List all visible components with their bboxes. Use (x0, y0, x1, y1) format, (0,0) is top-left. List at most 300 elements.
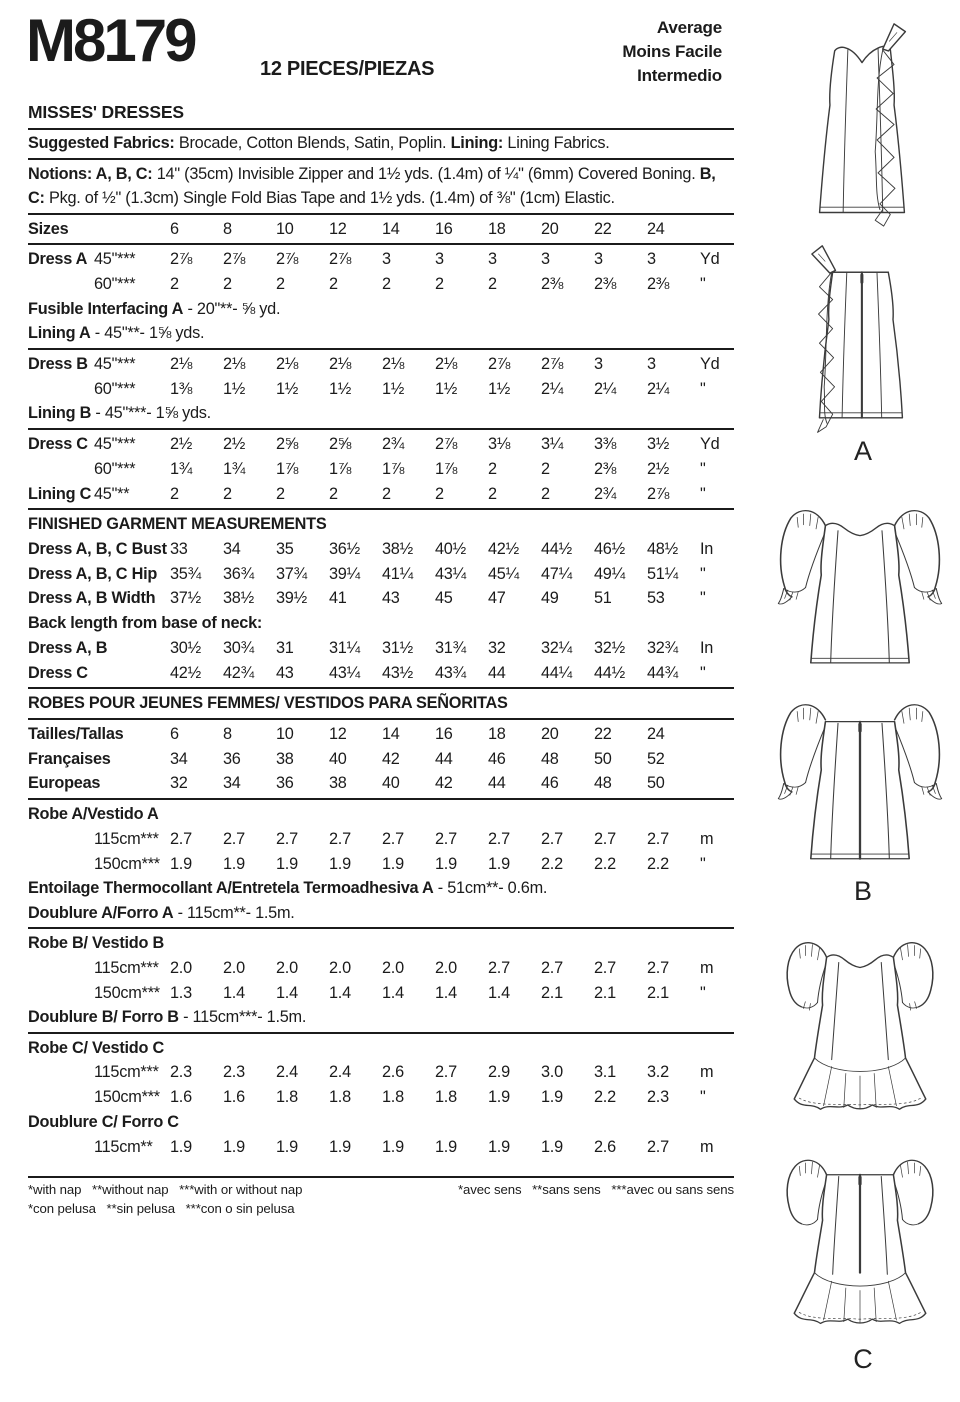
section-divider (28, 718, 734, 720)
value-cell: 2.2 (541, 854, 563, 873)
text-segment: Doublure C/ Forro C (28, 1113, 179, 1132)
back-length-ab-row (28, 636, 734, 661)
section-divider (28, 1176, 734, 1178)
value-cell: 1½ (329, 379, 352, 398)
row-width-label: 45"** (94, 484, 130, 503)
value-cell: 2.0 (382, 958, 404, 977)
value-cell: 2⅛ (170, 354, 193, 373)
value-cell: 47 (488, 589, 506, 608)
value-cell: 34 (170, 749, 188, 768)
width-row (28, 586, 734, 611)
view-a-label: A (853, 436, 872, 466)
value-cell: 2⅛ (329, 354, 352, 373)
value-cell: 32¾ (647, 638, 678, 657)
value-cell: 2 (435, 275, 444, 294)
value-cell: 2¾ (594, 484, 617, 503)
doublure-c-heading (28, 1110, 734, 1135)
value-cell: 2.2 (594, 854, 616, 873)
value-cell: 2.1 (647, 983, 669, 1002)
value-cell: 2.2 (594, 1088, 616, 1107)
value-cell: 46 (541, 774, 559, 793)
back-length-heading (28, 611, 734, 636)
row-label (28, 956, 94, 981)
value-cell: 45¼ (488, 564, 519, 583)
value-cell: 12 (329, 219, 347, 238)
unit-cell (700, 747, 734, 772)
dress-b-45-row (28, 352, 734, 377)
row-label: Dress A, B (28, 638, 108, 657)
value-cell: 22 (594, 219, 612, 238)
lining-b-line (28, 401, 734, 426)
value-cell: 2.3 (647, 1088, 669, 1107)
value-cell: 31¾ (435, 638, 466, 657)
value-cell: 2⅞ (488, 354, 511, 373)
value-cell: 2.7 (488, 958, 510, 977)
value-cell: 2⅜ (594, 459, 617, 478)
value-cell: 49 (541, 589, 559, 608)
value-cell: 2.0 (435, 958, 457, 977)
value-cell: 1.4 (382, 983, 404, 1002)
doublure-b-line (28, 1005, 734, 1030)
value-cell: 2⅛ (223, 354, 246, 373)
value-cell: 38½ (382, 539, 413, 558)
yardage-tables (28, 130, 734, 1218)
row-label (28, 1085, 94, 1110)
value-cell: 1.3 (170, 983, 192, 1002)
value-cell: 42½ (488, 539, 519, 558)
value-cell: 1¾ (223, 459, 246, 478)
value-cell: 2 (223, 484, 232, 503)
value-cell: 40 (329, 749, 347, 768)
hip-row (28, 562, 734, 587)
value-cell: 2 (329, 275, 338, 294)
value-cell: 42½ (170, 663, 201, 682)
robe-b-115-row (28, 956, 734, 981)
value-cell: 1½ (435, 379, 458, 398)
dress-a-back-illustration (794, 234, 926, 436)
value-cell: 2⅞ (276, 250, 299, 269)
value-cell: 2 (170, 484, 179, 503)
back-length-c-row (28, 661, 734, 686)
value-cell: 2.0 (276, 958, 298, 977)
value-cell: 1.9 (541, 1137, 563, 1156)
value-cell: 3.1 (594, 1063, 616, 1082)
section-divider (28, 1032, 734, 1034)
value-cell: 46½ (594, 539, 625, 558)
text-segment: Robe C/ Vestido C (28, 1038, 164, 1057)
value-cell: 30¾ (223, 638, 254, 657)
value-cell: 2.7 (594, 829, 616, 848)
value-cell: 2¾ (382, 434, 405, 453)
value-cell: 1.4 (276, 983, 298, 1002)
value-cell: 2.7 (276, 829, 298, 848)
unit-cell (700, 771, 734, 796)
value-cell: 18 (488, 724, 506, 743)
row-label: Dress A, B, C Hip (28, 564, 158, 583)
row-label: Dress C (28, 434, 88, 453)
value-cell: 39½ (276, 589, 307, 608)
francaises-row (28, 747, 734, 772)
value-cell: 20 (541, 219, 559, 238)
value-cell: 2.1 (594, 983, 616, 1002)
text-segment: Lining B (28, 404, 92, 423)
value-cell: 3 (647, 250, 656, 269)
unit-cell: m (700, 1137, 714, 1156)
text-segment: Robe B/ Vestido B (28, 934, 164, 953)
value-cell: 33 (170, 539, 188, 558)
value-cell: 14 (382, 724, 400, 743)
value-cell: 2 (488, 275, 497, 294)
value-cell: 34 (223, 774, 241, 793)
row-label (28, 1135, 94, 1160)
value-cell: 16 (435, 724, 453, 743)
value-cell: 1.9 (488, 1137, 510, 1156)
value-cell: 1.9 (541, 1088, 563, 1107)
value-cell: 42 (382, 749, 400, 768)
unit-cell: In (700, 638, 714, 657)
row-label: Dress B (28, 354, 88, 373)
value-cell: 2 (382, 484, 391, 503)
value-cell: 1.9 (170, 854, 192, 873)
value-cell: 43½ (382, 663, 413, 682)
row-width-label: 45"*** (94, 250, 136, 269)
value-cell: 1⅞ (382, 459, 405, 478)
text-segment: Doublure B/ Forro B (28, 1008, 179, 1027)
sizes-header-row (28, 217, 734, 242)
value-cell: 6 (170, 724, 179, 743)
value-cell: 24 (647, 219, 665, 238)
value-cell: 2.7 (170, 829, 192, 848)
value-cell: 8 (223, 724, 232, 743)
value-cell: 37½ (170, 589, 201, 608)
robe-b-heading (28, 931, 734, 956)
value-cell: 1.9 (488, 854, 510, 873)
value-cell: 42¾ (223, 663, 254, 682)
robe-c-150-row (28, 1085, 734, 1110)
value-cell: 2⅛ (276, 354, 299, 373)
value-cell: 1⅞ (276, 459, 299, 478)
value-cell: 2.9 (488, 1063, 510, 1082)
text-segment: Lining: (450, 134, 508, 152)
value-cell: 12 (329, 724, 347, 743)
value-cell: 2 (541, 484, 550, 503)
value-cell: 2⅝ (276, 434, 299, 453)
row-width-label: 150cm*** (94, 854, 160, 873)
value-cell: 2⅞ (170, 250, 193, 269)
value-cell: 38½ (223, 589, 254, 608)
value-cell: 2⅜ (647, 275, 670, 294)
entoilage-a-line (28, 876, 734, 901)
lining-c-row (28, 482, 734, 507)
value-cell: 3 (435, 250, 444, 269)
row-width-label: 115cm*** (94, 829, 159, 848)
value-cell: 2.7 (647, 829, 669, 848)
value-cell: 50 (647, 774, 665, 793)
value-cell: 1.6 (223, 1088, 245, 1107)
value-cell: 18 (488, 219, 506, 238)
row-label (28, 981, 94, 1006)
value-cell: 49¼ (594, 564, 625, 583)
section-divider (28, 213, 734, 215)
doublure-c-115-row (28, 1135, 734, 1160)
text-segment: - 115cm***- 1.5m. (178, 1008, 307, 1027)
value-cell: 2.3 (223, 1063, 245, 1082)
value-cell: 2¼ (647, 379, 670, 398)
robe-a-115-row (28, 827, 734, 852)
view-c-label: C (853, 1344, 873, 1374)
suggested-fabrics-line (28, 131, 734, 156)
value-cell: 1.9 (435, 1137, 457, 1156)
value-cell: 3⅜ (594, 434, 617, 453)
value-cell: 2.4 (276, 1063, 298, 1082)
value-cell: 1.4 (329, 983, 351, 1002)
value-cell: 6 (170, 219, 179, 238)
robe-c-115-row (28, 1060, 734, 1085)
text-segment: Robe A/Vestido A (28, 805, 159, 824)
value-cell: 1.9 (223, 1137, 245, 1156)
section-divider (28, 927, 734, 929)
tailles-row (28, 722, 734, 747)
value-cell: 2.7 (329, 829, 351, 848)
unit-cell: m (700, 1063, 714, 1082)
value-cell: 3 (541, 250, 550, 269)
value-cell: 41¼ (382, 564, 413, 583)
finished-measurements-heading (28, 512, 734, 537)
section-divider (28, 798, 734, 800)
difficulty-french: Moins Facile (622, 42, 722, 61)
dress-a-front-illustration (796, 20, 928, 228)
value-cell: 1.9 (276, 1137, 298, 1156)
unit-cell: " (700, 484, 706, 503)
pattern-number: M8179 (26, 7, 195, 74)
robe-b-150-row (28, 981, 734, 1006)
unit-cell (700, 217, 734, 242)
value-cell: 2 (276, 275, 285, 294)
unit-cell: " (700, 275, 706, 294)
footnote-line-2 (28, 1199, 734, 1218)
value-cell: 2½ (647, 459, 670, 478)
value-cell: 31¼ (329, 638, 360, 657)
value-cell: 2 (170, 275, 179, 294)
section-divider (28, 428, 734, 430)
unit-cell: Yd (700, 434, 720, 453)
value-cell: 1.9 (382, 854, 404, 873)
value-cell: 1.4 (488, 983, 510, 1002)
value-cell: 1.9 (170, 1137, 192, 1156)
value-cell: 2.7 (647, 958, 669, 977)
value-cell: 2⅛ (382, 354, 405, 373)
value-cell: 3⅛ (488, 434, 511, 453)
value-cell: 30½ (170, 638, 201, 657)
unit-cell: " (700, 983, 706, 1002)
dress-c-45-row (28, 432, 734, 457)
value-cell: 2.6 (594, 1137, 616, 1156)
value-cell: 53 (647, 589, 665, 608)
value-cell: 1.9 (382, 1137, 404, 1156)
dress-a-60-row (28, 272, 734, 297)
value-cell: 48½ (647, 539, 678, 558)
value-cell: 43¼ (329, 663, 360, 682)
value-cell: 1.6 (170, 1088, 192, 1107)
row-label: Sizes (28, 219, 69, 238)
lining-a-line (28, 321, 734, 346)
notions-line (28, 162, 734, 211)
value-cell: 1.9 (329, 1137, 351, 1156)
garment-illustrations (768, 0, 958, 1402)
value-cell: 35¾ (170, 564, 201, 583)
dress-b-back-illustration (771, 692, 949, 874)
text-segment: Brocade, Cotton Blends, Satin, Poplin. (178, 134, 451, 152)
header (26, 7, 734, 102)
difficulty-english: Average (656, 18, 722, 37)
row-label: Françaises (28, 749, 111, 768)
value-cell: 2.7 (541, 829, 563, 848)
value-cell: 1.9 (329, 854, 351, 873)
value-cell: 10 (276, 724, 294, 743)
value-cell: 36¾ (223, 564, 254, 583)
value-cell: 42 (435, 774, 453, 793)
dress-c-60-row (28, 457, 734, 482)
row-width-label: 115cm*** (94, 958, 159, 977)
value-cell: 3½ (647, 434, 670, 453)
value-cell: 1.8 (329, 1088, 351, 1107)
value-cell: 2 (276, 484, 285, 503)
text-segment: - 45"**- 1⅝ yds. (90, 324, 205, 343)
row-label: Dress A, B, C Bust (28, 539, 167, 558)
value-cell: 1.8 (435, 1088, 457, 1107)
value-cell: 2.3 (170, 1063, 192, 1082)
value-cell: 2.7 (541, 958, 563, 977)
row-width-label: 45"*** (94, 434, 136, 453)
pieces-count: 12 PIECES/PIEZAS (260, 58, 435, 80)
value-cell: 2⅝ (329, 434, 352, 453)
value-cell: 2.2 (647, 854, 669, 873)
value-cell: 1½ (488, 379, 511, 398)
value-cell: 2 (382, 275, 391, 294)
value-cell: 2.7 (223, 829, 245, 848)
spacer (28, 1159, 734, 1174)
row-width-label: 60"*** (94, 459, 136, 478)
yardage-panel (26, 7, 734, 1218)
text-segment: - 51cm**- 0.6m. (433, 879, 548, 898)
row-label: Europeas (28, 774, 101, 793)
text-segment: Lining Fabrics. (507, 134, 610, 152)
value-cell: 2 (488, 459, 497, 478)
value-cell: 1.9 (435, 854, 457, 873)
value-cell: 2 (435, 484, 444, 503)
value-cell: 32 (170, 774, 188, 793)
value-cell: 3 (488, 250, 497, 269)
value-cell: 50 (594, 749, 612, 768)
value-cell: 36 (223, 749, 241, 768)
row-label (28, 457, 94, 482)
row-label: Lining C (28, 484, 92, 503)
row-label (28, 1060, 94, 1085)
value-cell: 2 (223, 275, 232, 294)
unit-cell: " (700, 379, 706, 398)
row-width-label: 115cm** (94, 1137, 153, 1156)
row-width-label: 45"*** (94, 354, 136, 373)
row-label: Dress A, B Width (28, 589, 156, 608)
row-label: Dress C (28, 663, 88, 682)
value-cell: 2.7 (435, 829, 457, 848)
value-cell: 43¼ (435, 564, 466, 583)
row-width-label: 150cm*** (94, 983, 160, 1002)
value-cell: 51¼ (647, 564, 678, 583)
value-cell: 14 (382, 219, 400, 238)
value-cell: 1.9 (223, 854, 245, 873)
value-cell: 34 (223, 539, 241, 558)
value-cell: 3 (647, 354, 656, 373)
value-cell: 2⅞ (435, 434, 458, 453)
text-segment: - 20"**- ⅝ yd. (183, 299, 281, 318)
value-cell: 1½ (382, 379, 405, 398)
value-cell: 32¼ (541, 638, 572, 657)
footnote-left: *with nap **without nap ***with or without nap (28, 1182, 303, 1198)
unit-cell: m (700, 829, 714, 848)
footnote-left: *con pelusa **sin pelusa ***con o sin pelusa (28, 1201, 295, 1217)
dress-a-45-row (28, 247, 734, 272)
value-cell: 43¾ (435, 663, 466, 682)
value-cell: 44½ (594, 663, 625, 682)
value-cell: 2 (329, 484, 338, 503)
view-b-label: B (853, 876, 872, 906)
value-cell: 2⅜ (541, 275, 564, 294)
text-segment: Notions: A, B, C: (28, 164, 157, 183)
section-divider (28, 158, 734, 160)
text-segment: FINISHED GARMENT MEASUREMENTS (28, 515, 327, 534)
value-cell: 2⅞ (223, 250, 246, 269)
value-cell: 38 (276, 749, 294, 768)
value-cell: 1.9 (488, 1088, 510, 1107)
value-cell: 1½ (223, 379, 246, 398)
text-segment: - 45"***- 1⅝ yds. (91, 404, 211, 423)
text-segment: Pkg. of ½" (1.3cm) Single Fold Bias Tape and 1½ yds. (1.4m) of ⅜" (1cm) Elastic. (48, 189, 615, 207)
value-cell: 1⅞ (329, 459, 352, 478)
unit-cell (700, 722, 734, 747)
value-cell: 35 (276, 539, 294, 558)
value-cell: 40 (382, 774, 400, 793)
row-label (28, 827, 94, 852)
section-divider (28, 348, 734, 350)
value-cell: 2 (488, 484, 497, 503)
value-cell: 2.1 (541, 983, 563, 1002)
value-cell: 2.0 (329, 958, 351, 977)
value-cell: 36 (276, 774, 294, 793)
text-segment: Fusible Interfacing A (28, 299, 184, 318)
text-segment: Doublure A/Forro A (28, 903, 174, 922)
fusible-interfacing-a-line (28, 297, 734, 322)
value-cell: 36½ (329, 539, 360, 558)
value-cell: 1⅞ (435, 459, 458, 478)
value-cell: 32 (488, 638, 506, 657)
doublure-a-line (28, 901, 734, 926)
value-cell: 1.8 (276, 1088, 298, 1107)
text-segment: ROBES POUR JEUNES FEMMES/ VESTIDOS PARA SEÑORITAS (28, 694, 508, 713)
value-cell: 10 (276, 219, 294, 238)
value-cell: 1.4 (435, 983, 457, 1002)
value-cell: 1.4 (223, 983, 245, 1002)
value-cell: 48 (541, 749, 559, 768)
value-cell: 2.7 (435, 1063, 457, 1082)
difficulty-ratings (622, 16, 722, 88)
value-cell: 2.7 (382, 829, 404, 848)
footnote-line-1 (28, 1180, 734, 1199)
value-cell: 2.7 (647, 1137, 669, 1156)
unit-cell: " (700, 589, 706, 608)
value-cell: 2½ (223, 434, 246, 453)
value-cell: 3.2 (647, 1063, 669, 1082)
